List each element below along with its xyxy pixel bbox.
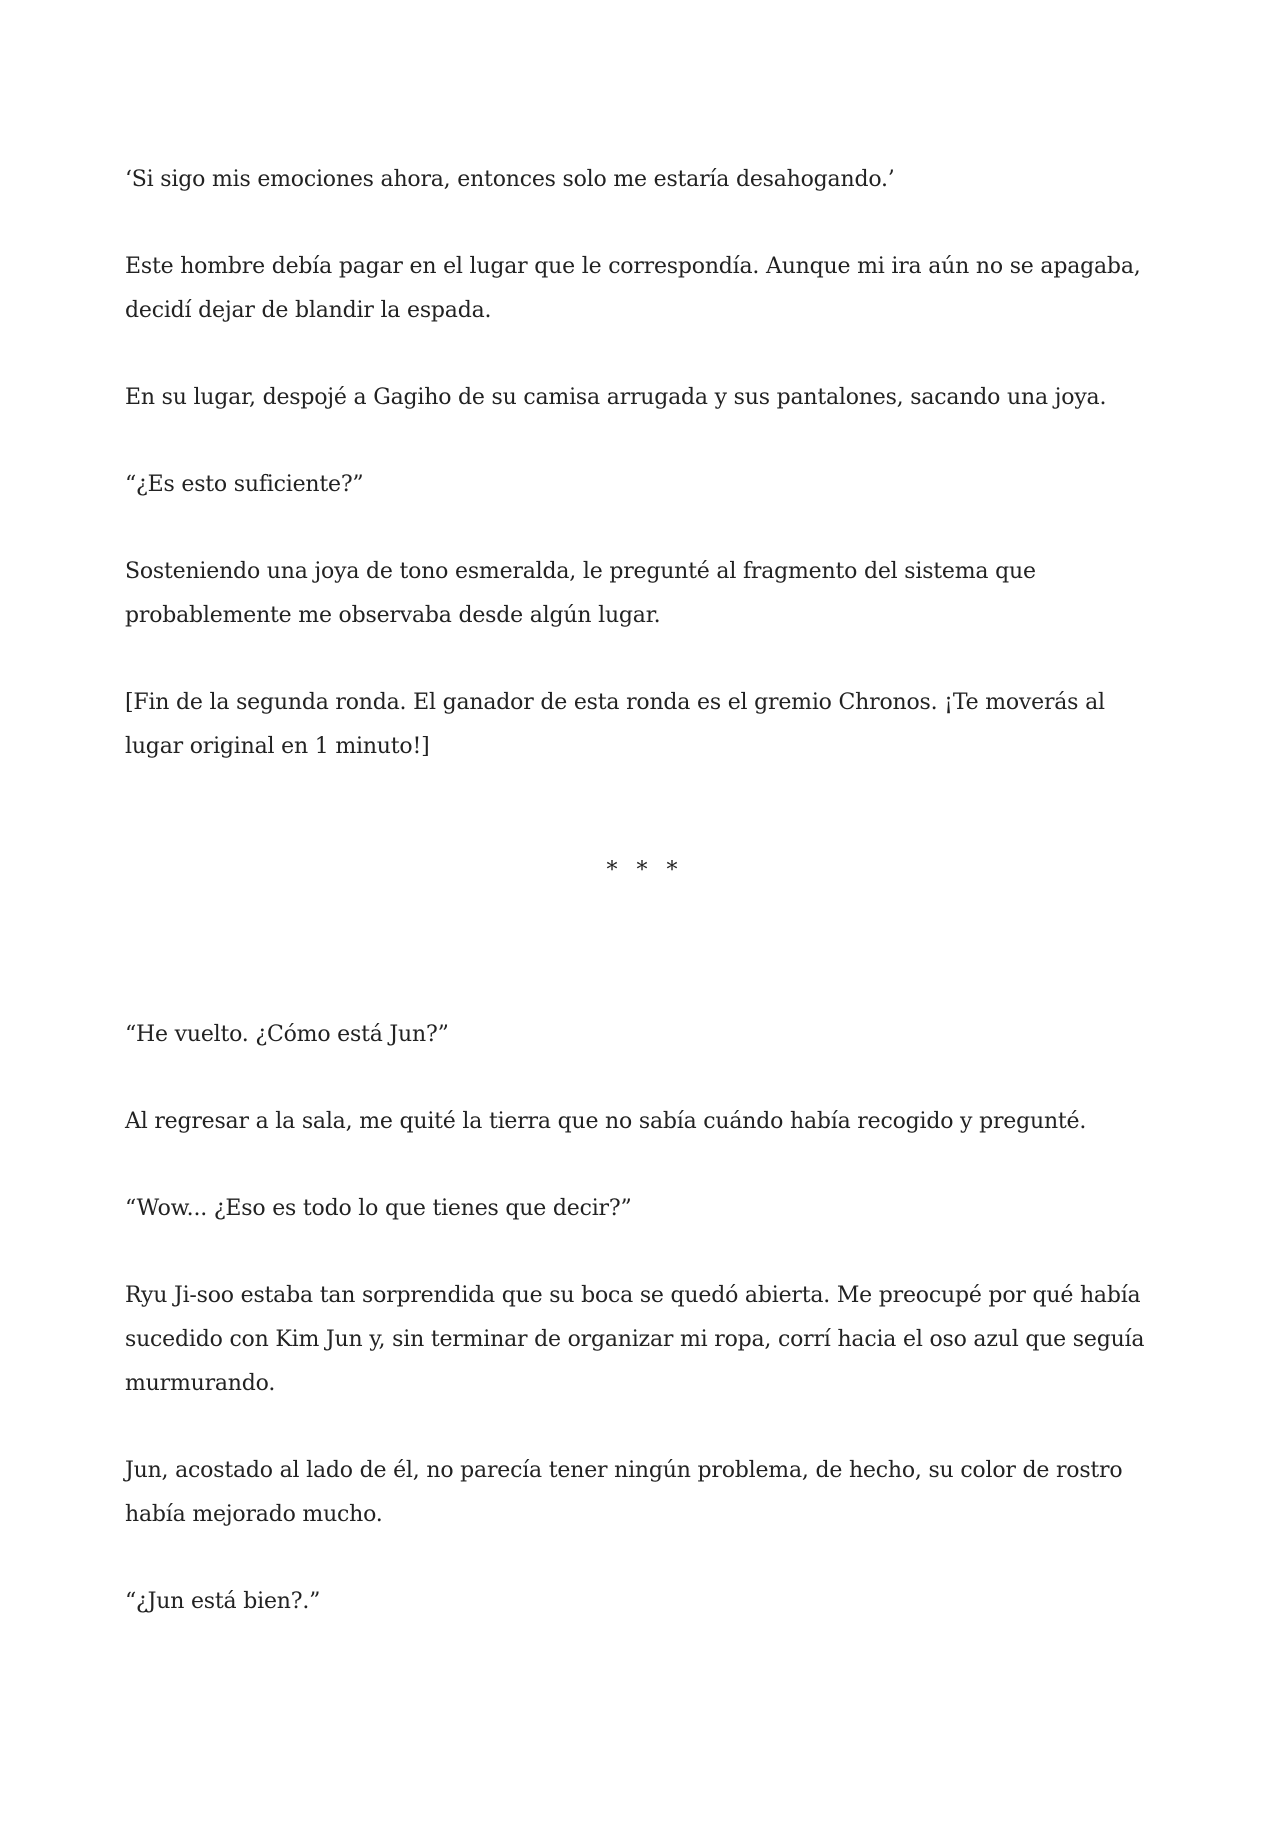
paragraph: ‘Si sigo mis emociones ahora, entonces solo me estaría desahogando.’	[125, 167, 895, 192]
paragraph: En su lugar, despojé a Gagiho de su camisa arrugada y sus pantalones, sacando una joya.	[125, 385, 1107, 410]
scene-separator: * * *	[606, 858, 684, 883]
paragraph: “¿Es esto suficiente?”	[125, 472, 364, 497]
paragraph: Jun, acostado al lado de él, no parecía tener ningún problema, de hecho, su color de rostro había mejorado mucho.	[125, 1458, 1123, 1527]
paragraph: “He vuelto. ¿Cómo está Jun?”	[125, 1022, 449, 1047]
paragraph: “¿Jun está bien?.”	[125, 1589, 321, 1614]
paragraph: Este hombre debía pagar en el lugar que le correspondía. Aunque mi ira aún no se apagaba, decidí dejar de blandir la espada.	[125, 254, 1141, 323]
paragraph: Al regresar a la sala, me quité la tierra que no sabía cuándo había recogido y pregunté.	[125, 1109, 1087, 1134]
paragraph: Sosteniendo una joya de tono esmeralda, le pregunté al fragmento del sistema que probablemente me observaba desde algún lugar.	[125, 559, 1036, 628]
paragraph: [Fin de la segunda ronda. El ganador de esta ronda es el gremio Chronos. ¡Te moverás al lugar original en 1 minuto!]	[125, 690, 1105, 759]
paragraph: Ryu Ji-soo estaba tan sorprendida que su boca se quedó abierta. Me preocupé por qué había sucedido con Kim Jun y, sin terminar de organizar mi ropa, corrí hacia el oso azul que seguía murmurando.	[125, 1283, 1145, 1396]
chapter-text	[125, 158, 1165, 1667]
paragraph: “Wow... ¿Eso es todo lo que tienes que decir?”	[125, 1196, 632, 1221]
